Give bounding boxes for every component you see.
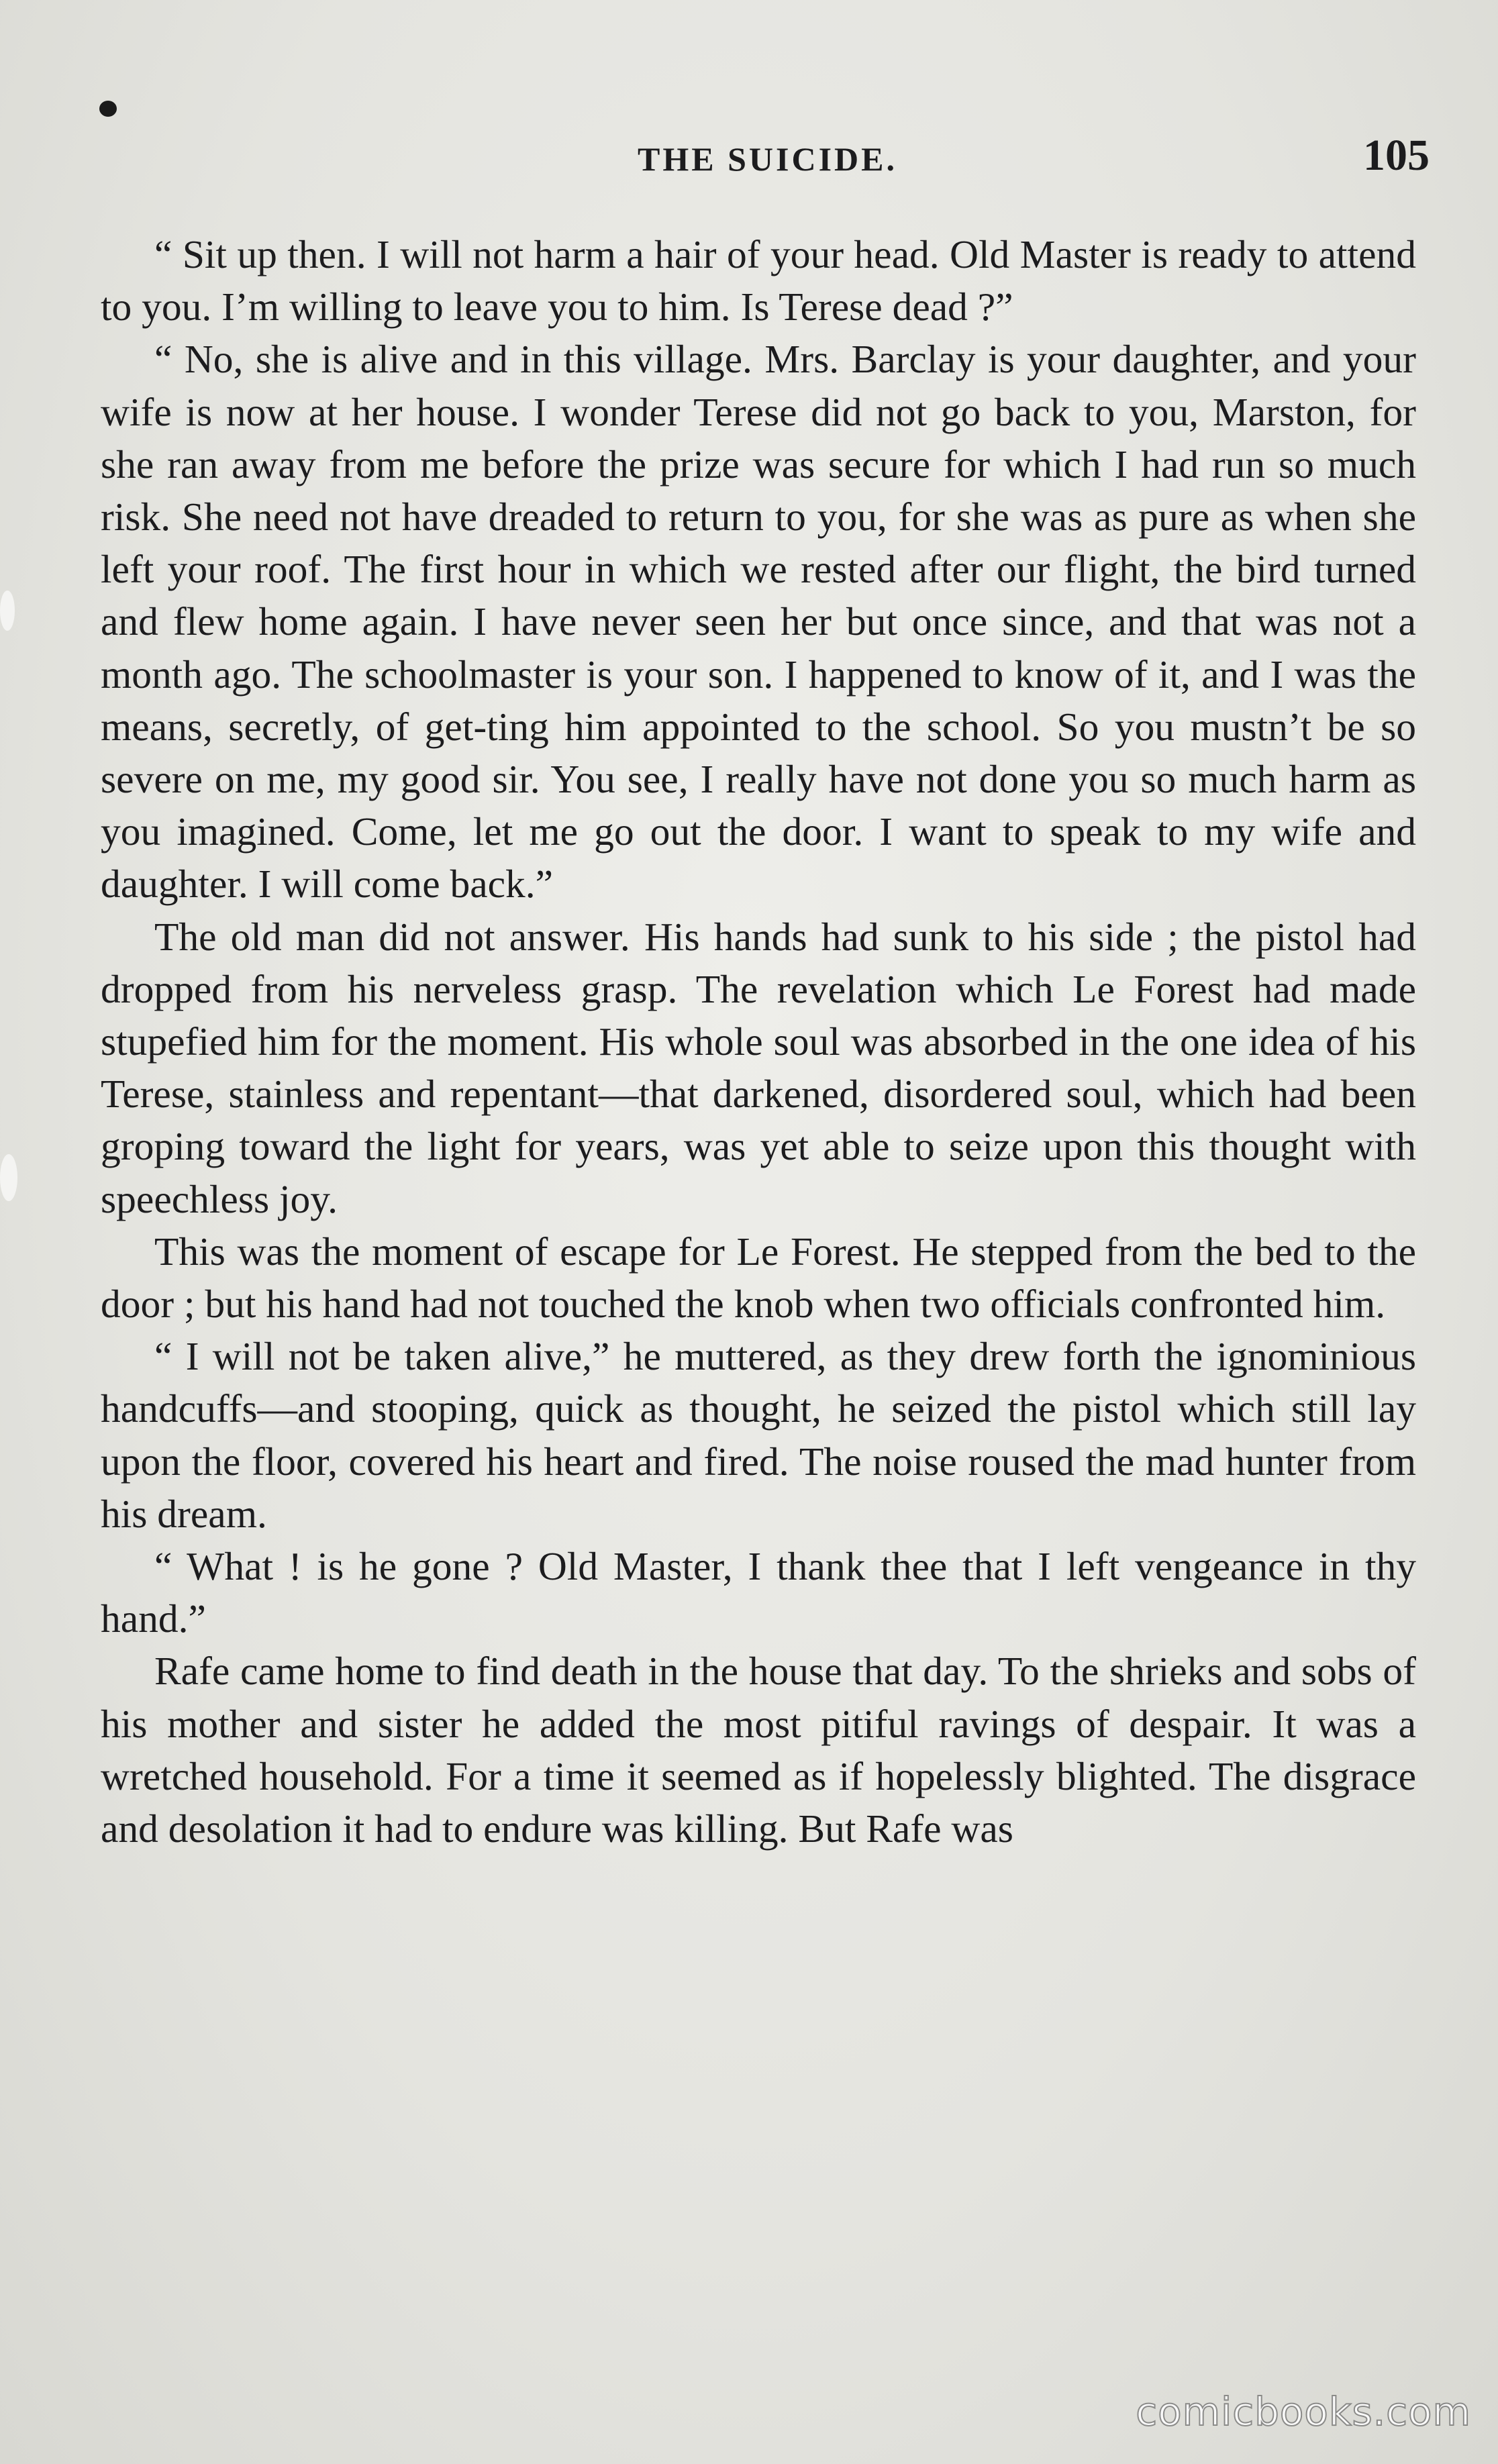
running-head: THE SUICIDE. (638, 140, 897, 178)
paragraph: This was the moment of escape for Le Forest. He stepped from the bed to the door ; but his hand had not touched the knob when two officials confronted him. (101, 1229, 1416, 1327)
paragraph: “ What ! is he gone ? Old Master, I thank thee that I left vengeance in thy hand.” (101, 1544, 1416, 1641)
paragraph: Rafe came home to find death in the house that day. To the shrieks and sobs of his mother and sister he added the most pitiful ravings of despair. It was a wretched household. For a time it seemed as if hopelessly blighted. The disgrace and desolation it had to endure was killing. But Rafe was (101, 1649, 1416, 1851)
page-header (114, 127, 1430, 201)
paragraph: “ Sit up then. I will not harm a hair of your head. Old Master is ready to attend to you. I’m willing to leave you to him. Is Terese dead ?” (101, 232, 1416, 329)
body-text (101, 228, 1416, 1855)
ink-dot-mark (99, 101, 117, 117)
paper-tear-mark (0, 1154, 17, 1201)
paragraph: “ No, she is alive and in this village. Mrs. Barclay is your daughter, and your wife is now at her house. I wonder Terese did not go back to you, Marston, for she ran away from me before the prize was secure for which I had run so much risk. She need not have dreaded to return to you, for she was as pure as when she left your roof. The first hour in which we rested after our flight, the bird turned and flew home again. I have never seen her but once since, and that was not a month ago. The schoolmaster is your son. I happened to know of it, and I was the means, secretly, of get-ting him appointed to the school. So you mustn’t be so severe on me, my good sir. You see, I really have not done you so much harm as you imagined. Come, let me go out the door. I want to speak to my wife and daughter. I will come back.” (101, 337, 1416, 907)
paragraph: “ I will not be taken alive,” he muttered, as they drew forth the ignominious handcuffs—and stooping, quick as thought, he seized the pistol which still lay upon the floor, covered his heart and fired. The noise roused the mad hunter from his dream. (101, 1334, 1416, 1536)
page-number: 105 (1363, 131, 1430, 180)
paper-tear-mark (0, 591, 15, 631)
paragraph: The old man did not answer. His hands had sunk to his side ; the pistol had dropped from his nerveless grasp. The revelation which Le Forest had made stupefied him for the moment. His whole soul was absorbed in the one idea of his Terese, stainless and repentant—that darkened, disordered soul, which had been groping toward the light for years, was yet able to seize upon this thought with speechless joy. (101, 914, 1416, 1221)
watermark: comicbooks.com (1136, 2389, 1471, 2434)
